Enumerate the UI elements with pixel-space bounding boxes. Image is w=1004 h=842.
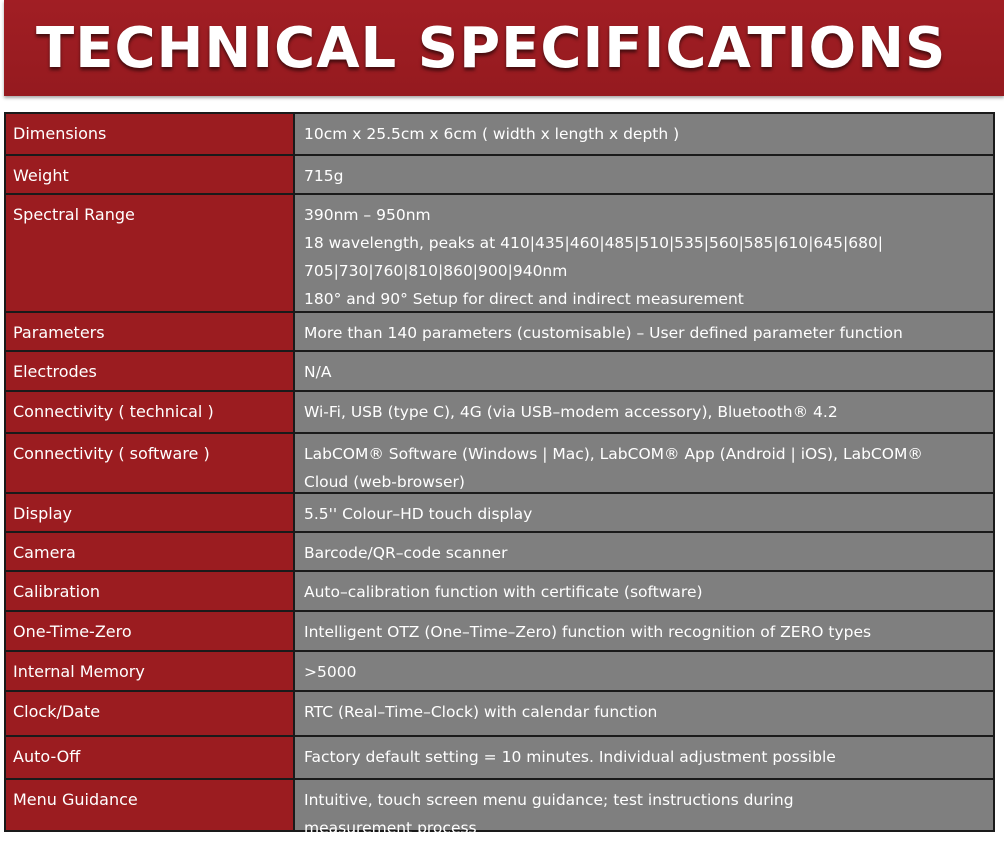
spec-value-line: >5000 [304, 663, 357, 681]
spec-value [295, 494, 993, 531]
spec-row [6, 494, 993, 533]
page-title: TECHNICAL SPECIFICATIONS [36, 15, 947, 81]
spec-value-line: Factory default setting = 10 minutes. Individual adjustment possible [304, 748, 836, 766]
spec-row [6, 533, 993, 572]
spec-label: One-Time-Zero [6, 612, 295, 650]
spec-row [6, 156, 993, 195]
spec-row [6, 692, 993, 737]
spec-row [6, 737, 993, 780]
spec-row [6, 313, 993, 352]
spec-label: Display [6, 494, 295, 531]
spec-value [295, 114, 993, 154]
spec-value-line: LabCOM® Software (Windows | Mac), LabCOM® App (Android | iOS), LabCOM® [304, 445, 923, 463]
spec-value-line: 715g [304, 167, 344, 185]
spec-row [6, 114, 993, 156]
spec-value [295, 313, 993, 350]
spec-label: Camera [6, 533, 295, 570]
spec-value-line: N/A [304, 363, 332, 381]
spec-row [6, 352, 993, 392]
spec-value-line: Barcode/QR–code scanner [304, 544, 508, 562]
spec-value [295, 737, 993, 778]
spec-row [6, 572, 993, 612]
spec-value-line: Auto–calibration function with certificate (software) [304, 583, 703, 601]
spec-value [295, 572, 993, 610]
spec-value [295, 156, 993, 193]
spec-row [6, 652, 993, 692]
spec-value-line: 180° and 90° Setup for direct and indirect measurement [304, 290, 744, 308]
spec-row [6, 434, 993, 494]
spec-row [6, 780, 993, 837]
spec-value-line: 390nm – 950nm [304, 206, 431, 224]
spec-value-line: RTC (Real–Time–Clock) with calendar function [304, 703, 658, 721]
spec-value-line: 5.5'' Colour–HD touch display [304, 505, 533, 523]
spec-label: Calibration [6, 572, 295, 610]
spec-row [6, 392, 993, 434]
spec-label: Dimensions [6, 114, 295, 154]
specifications-table [4, 112, 995, 837]
spec-value-line: Wi-Fi, USB (type C), 4G (via USB–modem accessory), Bluetooth® 4.2 [304, 403, 838, 421]
spec-value [295, 392, 993, 432]
spec-value-line: 10cm x 25.5cm x 6cm ( width x length x depth ) [304, 125, 680, 143]
spec-label: Menu Guidance [6, 780, 295, 830]
spec-value [295, 692, 993, 735]
spec-label: Parameters [6, 313, 295, 350]
spec-value-line: Intelligent OTZ (One–Time–Zero) function with recognition of ZERO types [304, 623, 872, 641]
spec-value [295, 780, 993, 837]
spec-value [295, 434, 993, 492]
spec-label: Weight [6, 156, 295, 193]
spec-value [295, 612, 993, 650]
spec-label: Internal Memory [6, 652, 295, 690]
spec-value [295, 652, 993, 690]
spec-label: Electrodes [6, 352, 295, 390]
spec-value [295, 533, 993, 570]
spec-value-line: Intuitive, touch screen menu guidance; test instructions during [304, 791, 794, 809]
spec-value-line: 18 wavelength, peaks at 410|435|460|485|510|535|560|585|610|645|680| [304, 234, 884, 252]
title-banner [4, 0, 1004, 96]
spec-value [295, 352, 993, 390]
spec-label: Spectral Range [6, 195, 295, 311]
spec-row [6, 195, 993, 313]
spec-row [6, 612, 993, 652]
spec-label: Connectivity ( software ) [6, 434, 295, 492]
spec-value-line: measurement process [304, 819, 477, 837]
spec-value-line: More than 140 parameters (customisable) – User defined parameter function [304, 324, 903, 342]
spec-label: Clock/Date [6, 692, 295, 735]
spec-value-line: 705|730|760|810|860|900|940nm [304, 262, 568, 280]
spec-label: Auto-Off [6, 737, 295, 778]
spec-value-line: Cloud (web-browser) [304, 473, 465, 491]
spec-value [295, 195, 993, 311]
spec-label: Connectivity ( technical ) [6, 392, 295, 432]
